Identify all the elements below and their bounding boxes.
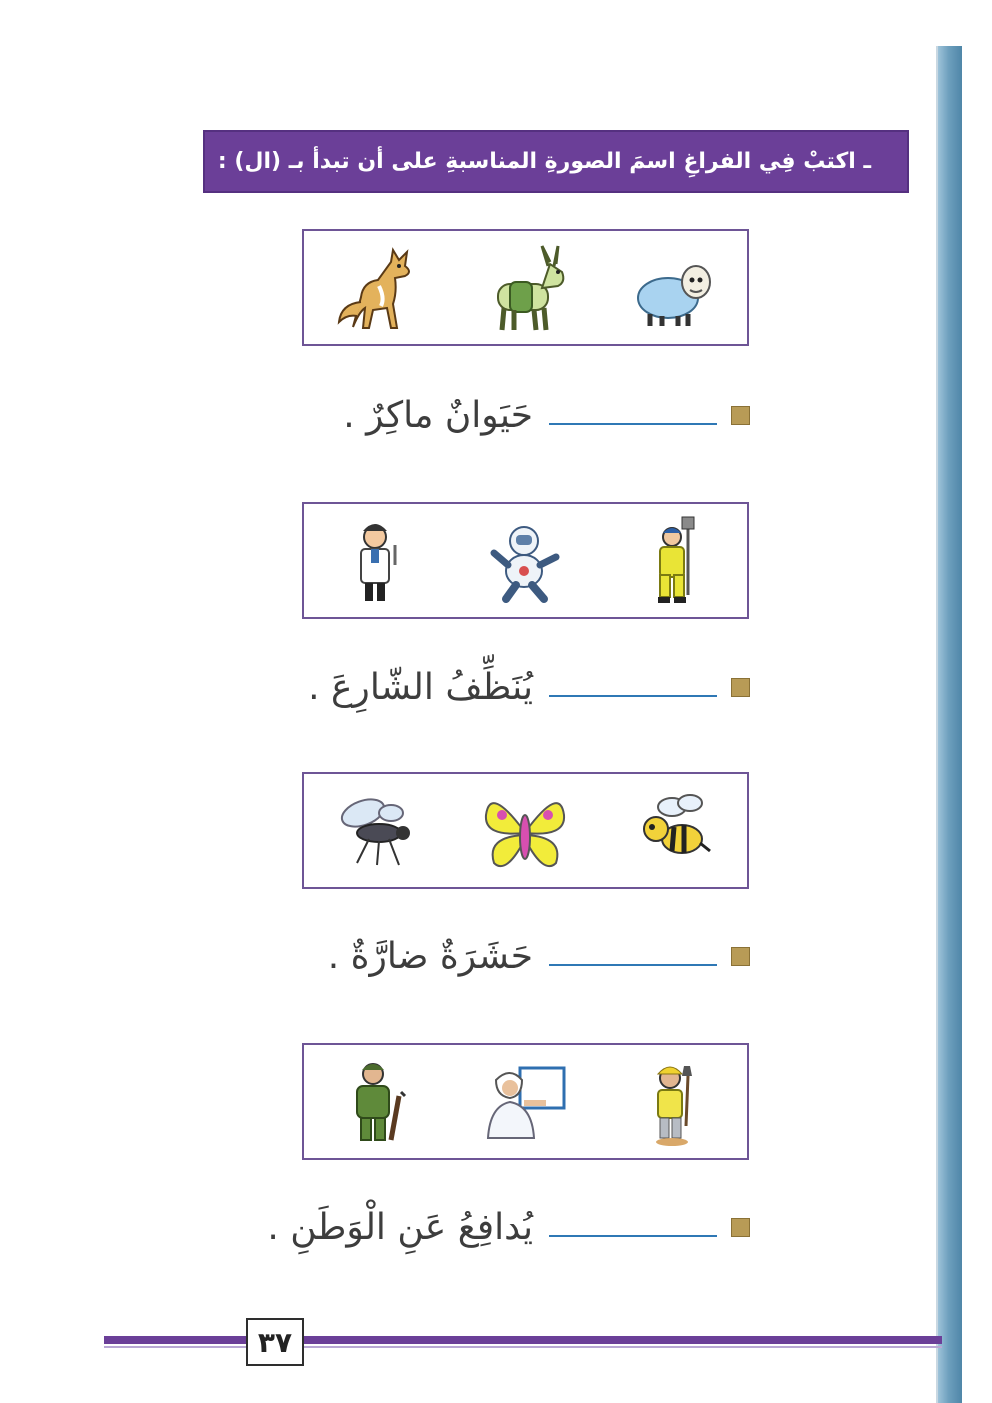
fox-picture <box>333 242 423 334</box>
answer-blank[interactable] <box>549 695 717 697</box>
exercise-sentence: يُنَظِّفُ الشّارِعَ . <box>308 666 533 708</box>
page-number-box <box>246 1318 304 1366</box>
picture-box-4 <box>302 1043 749 1160</box>
fly-picture <box>333 785 423 877</box>
picture-box-1 <box>302 229 749 346</box>
page-edge-decoration <box>938 46 962 1403</box>
exercise-line-1 <box>240 390 750 440</box>
picture-box-2 <box>302 502 749 619</box>
exercise-line-3 <box>240 931 750 981</box>
sheep-picture <box>628 242 718 334</box>
answer-blank[interactable] <box>549 964 717 966</box>
instruction-banner <box>203 130 909 193</box>
bullet-square <box>731 947 750 966</box>
bullet-square <box>731 1218 750 1237</box>
exercise-sentence: حَيَوانٌ ماكِرٌ . <box>343 394 533 436</box>
teacher-picture <box>480 1056 570 1148</box>
bullet-square <box>731 406 750 425</box>
construction-worker-picture <box>628 1056 718 1148</box>
soldier-picture <box>333 1056 423 1148</box>
donkey-picture <box>480 242 570 334</box>
page-edge-line <box>936 46 938 1403</box>
picture-box-3 <box>302 772 749 889</box>
answer-blank[interactable] <box>549 423 717 425</box>
exercise-sentence: حَشَرَةٌ ضارَّةٌ . <box>327 935 533 977</box>
page-number: ٣٧ <box>257 1325 293 1359</box>
bullet-square <box>731 678 750 697</box>
footer-bar-thin <box>104 1346 942 1348</box>
doctor-picture <box>333 515 423 607</box>
answer-blank[interactable] <box>549 1235 717 1237</box>
exercise-line-4 <box>240 1202 750 1252</box>
astronaut-picture <box>480 515 570 607</box>
exercise-line-2 <box>240 662 750 712</box>
bee-picture <box>628 785 718 877</box>
exercise-sentence: يُدافِعُ عَنِ الْوَطَنِ . <box>267 1206 533 1248</box>
footer-bar <box>104 1336 942 1344</box>
butterfly-picture <box>480 785 570 877</box>
instruction-text: ـ اكتبْ فِي الفراغِ اسمَ الصورةِ المناسبةِ على أن تبدأ بـ (ال) : <box>217 149 871 174</box>
street-cleaner-picture <box>628 515 718 607</box>
